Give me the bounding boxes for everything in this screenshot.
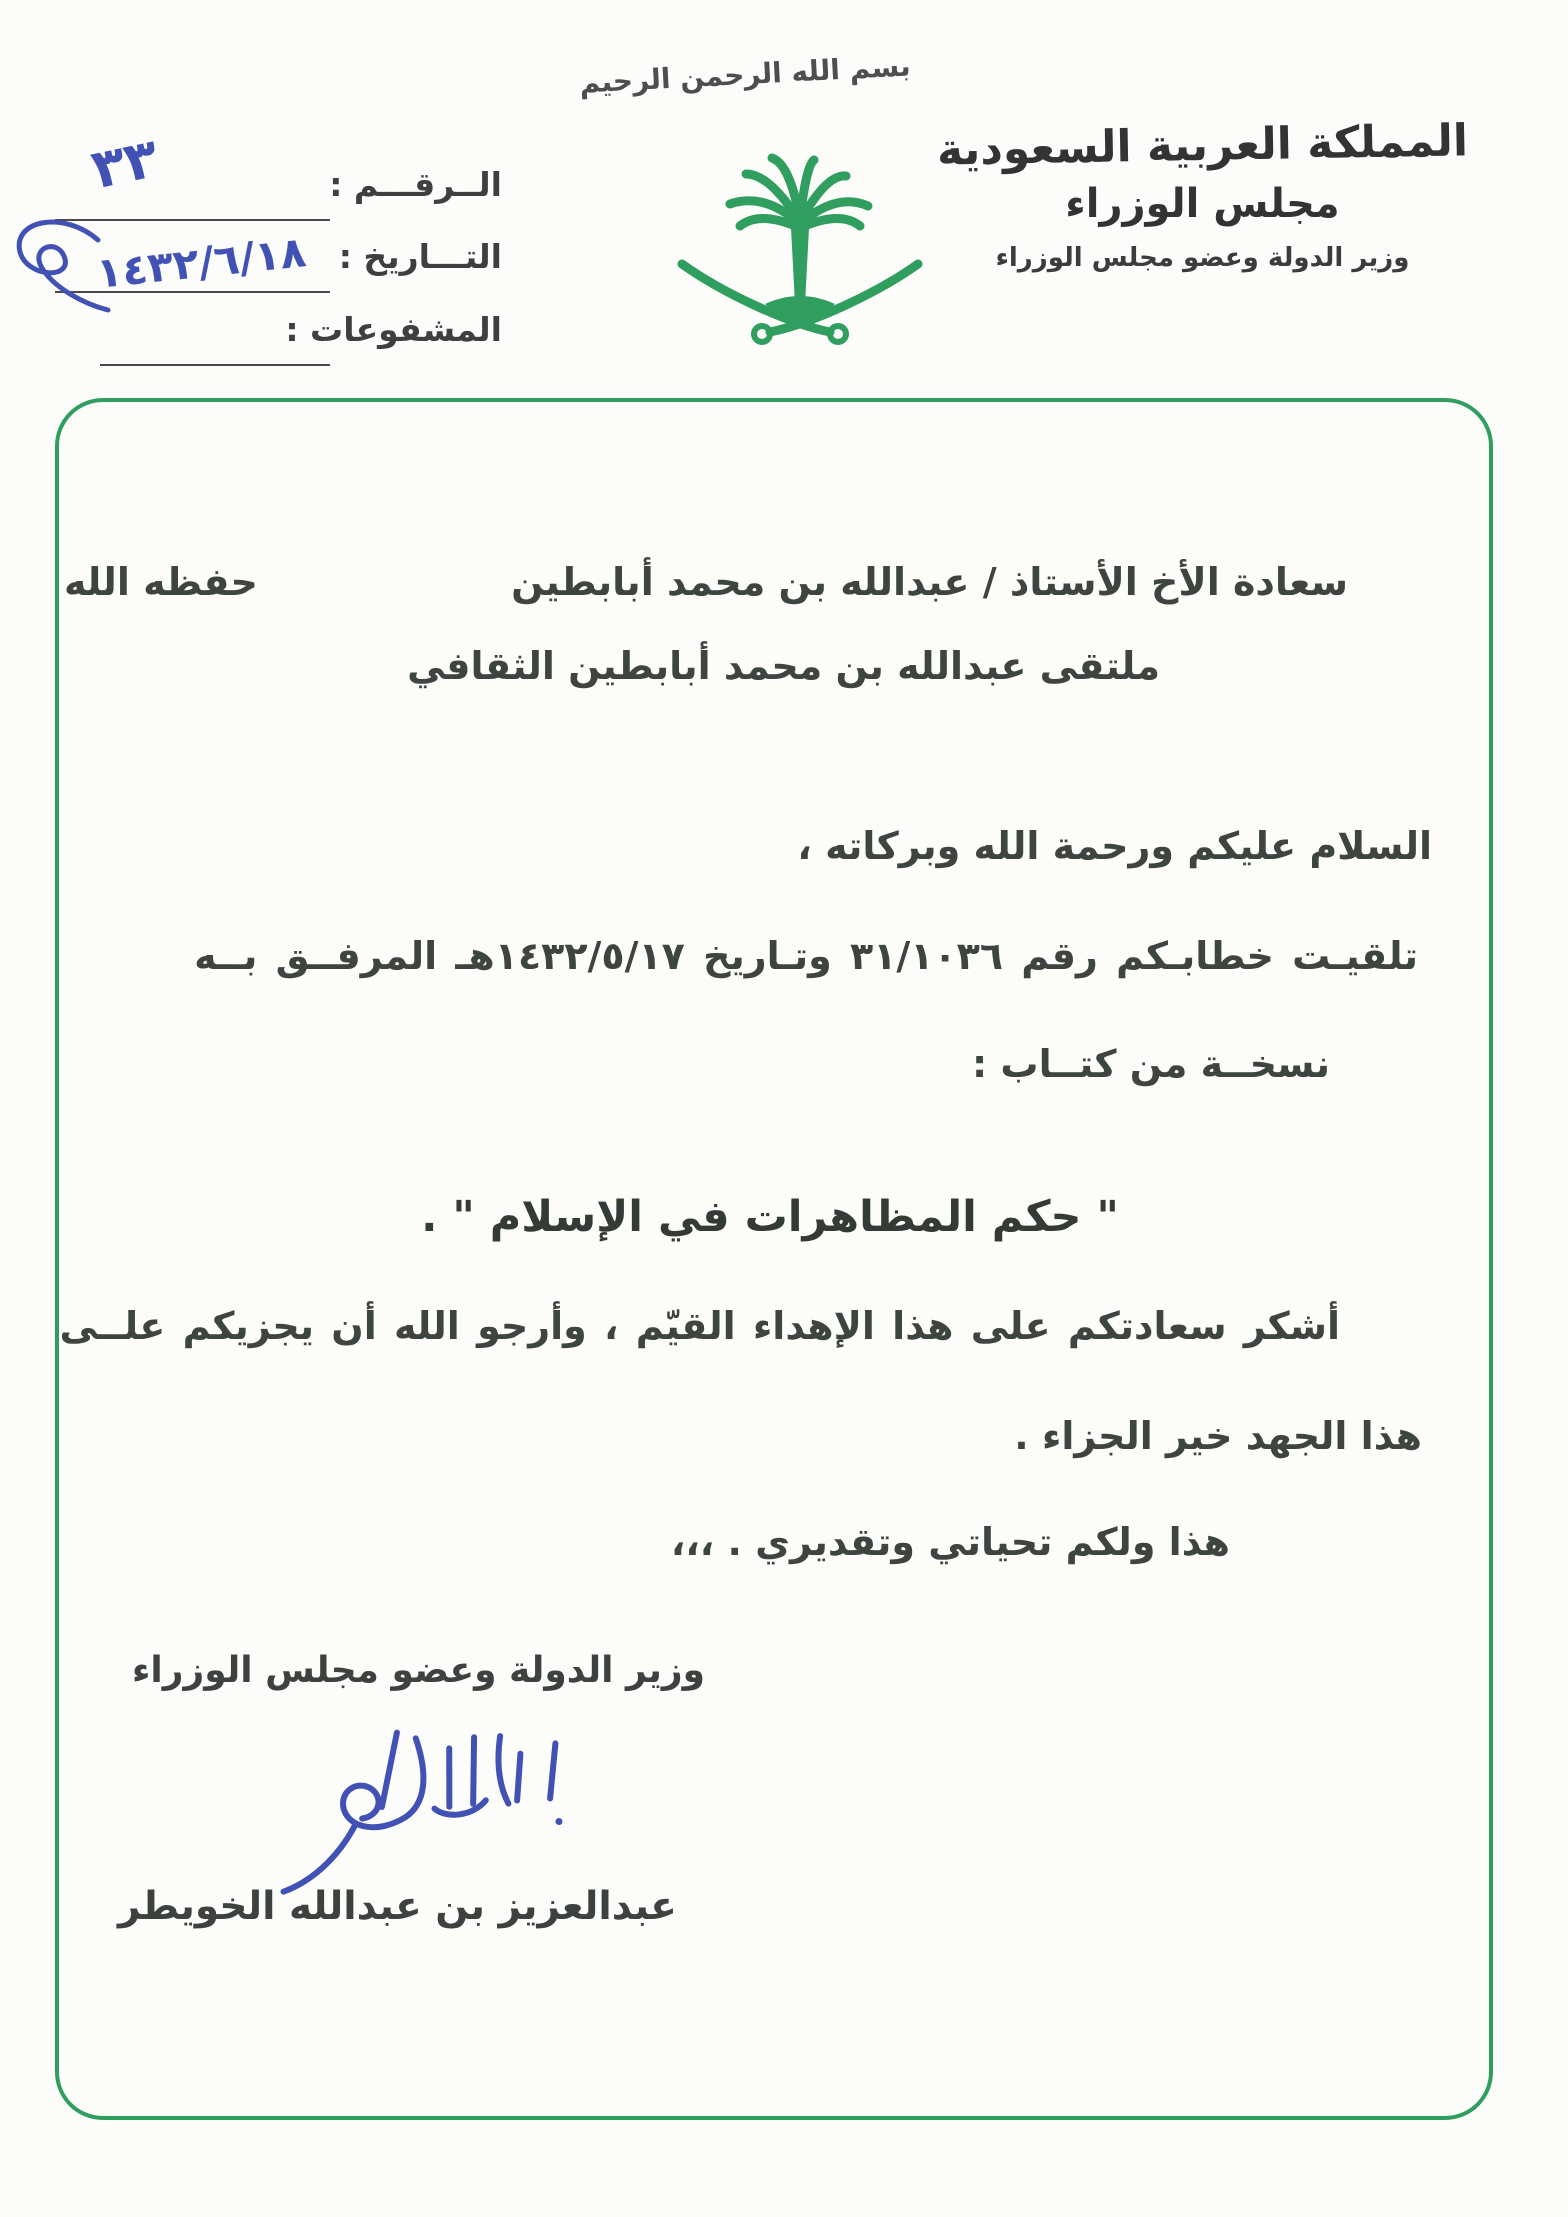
signer-name: عبدالعزيز بن عبدالله الخويطر: [118, 1884, 677, 1929]
salutation-recipient: سعادة الأخ الأستاذ / عبدالله بن محمد أبابطين: [511, 560, 1348, 604]
minister-title: وزير الدولة وعضو مجلس الوزراء: [995, 243, 1410, 273]
header-kingdom-block: [930, 115, 1475, 273]
date-flourish-ink: [2, 212, 112, 322]
greeting-line: السلام عليكم ورحمة الله وبركاته ،: [797, 824, 1432, 868]
date-field-label: التـــاريخ :: [338, 237, 502, 276]
thanks-line-2: هذا الجهد خير الجزاء .: [1014, 1414, 1422, 1458]
date-field-value: ١٤٣٢/٦/١٨: [94, 227, 309, 298]
saudi-emblem-icon: [660, 152, 940, 350]
thanks-line-1: أشكر سعادتكم على هذا الإهداء القيّم ، وأرجو الله أن يجزيكم علــى: [59, 1304, 1340, 1348]
attachments-field-label: المشفوعات :: [285, 310, 502, 349]
body-line-1: تلقيـت خطابـكم رقم ٣١/١٠٣٦ وتـاريخ ١٤٣٢/٥/١٧هـ المرفــق بــه: [194, 934, 1418, 978]
recipient-organization: ملتقى عبدالله بن محمد أبابطين الثقافي: [407, 644, 1160, 688]
council-name: مجلس الوزراء: [1065, 181, 1340, 227]
book-title: " حكم المظاهرات في الإسلام " .: [421, 1192, 1119, 1242]
salutation-blessing: حفظه الله: [64, 560, 258, 604]
attachments-field-line: [100, 364, 330, 366]
body-line-2: نسخــة من كتــاب :: [972, 1042, 1330, 1086]
signer-title: وزير الدولة وعضو مجلس الوزراء: [132, 1650, 705, 1691]
closing-line: هذا ولكم تحياتي وتقديري . ،،،: [670, 1520, 1230, 1564]
number-field-value: ٣٣: [86, 125, 164, 202]
number-field-label: الــرقـــم :: [329, 165, 502, 204]
bismillah-calligraphy: بسم الله الرحمن الرحيم: [578, 49, 912, 100]
kingdom-name: المملكة العربية السعودية: [936, 115, 1469, 176]
